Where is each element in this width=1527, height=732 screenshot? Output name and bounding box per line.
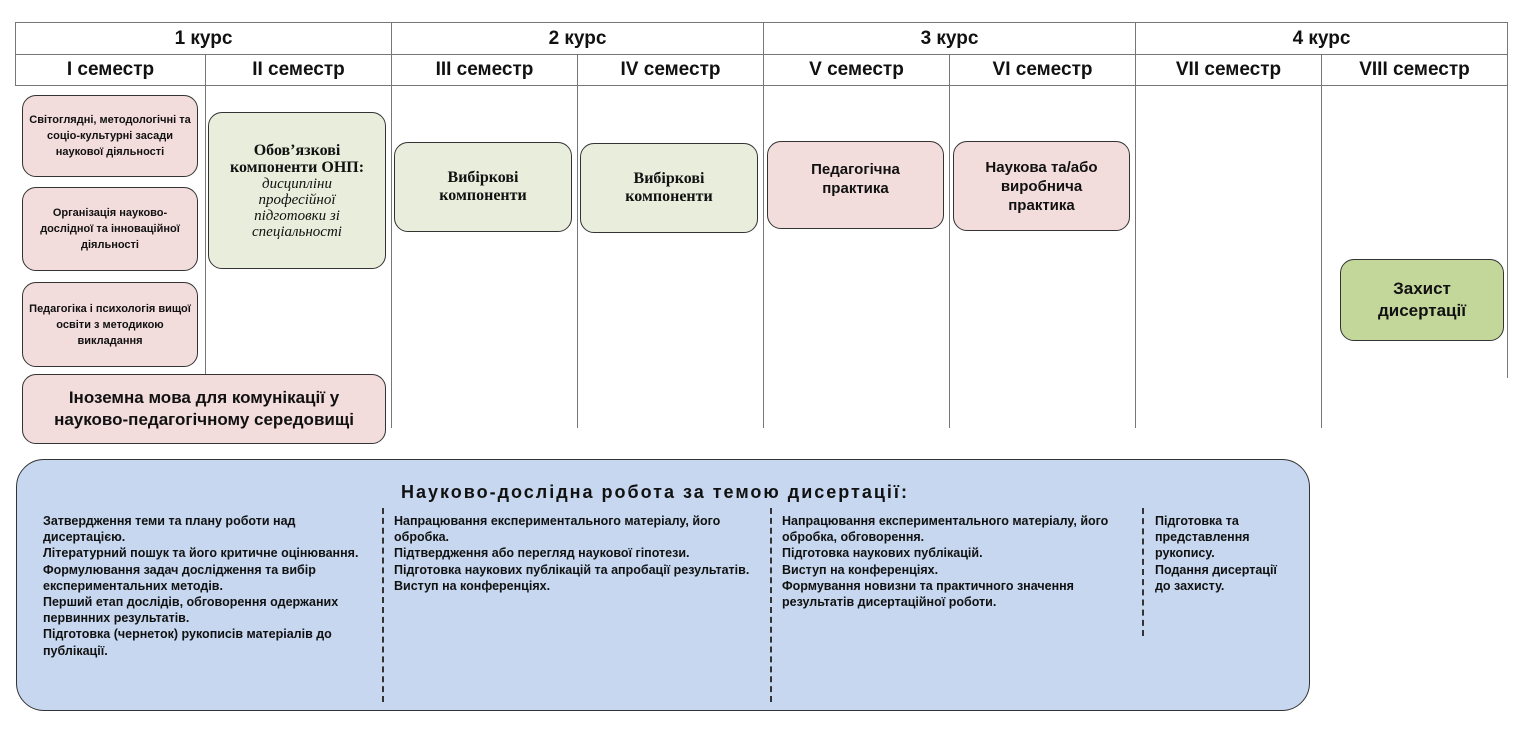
elective-components-box-sem4: Вибіркові компоненти: [580, 143, 758, 233]
column-divider: [1321, 86, 1322, 428]
stage-divider: [382, 508, 384, 702]
semester-5-header: V семестр: [763, 55, 949, 86]
mandatory-components-title: Обов’язкові компоненти ОНП:: [229, 141, 365, 176]
semester-7-header: VII семестр: [1135, 55, 1321, 86]
column-divider: [763, 86, 764, 428]
semester-6-header: VI семестр: [949, 55, 1135, 86]
research-stage-4: Підготовка та представлення рукопису. Подання дисертації до захисту.: [1155, 514, 1277, 593]
column-divider: [577, 86, 578, 428]
stage-divider: [1142, 508, 1144, 636]
research-organization-box: Організація науково-дослідної та інноваційної діяльності: [22, 187, 198, 271]
course-1-header: 1 курс: [15, 22, 391, 55]
foreign-language-box: Іноземна мова для комунікації у науково-педагогічному середовищі: [22, 374, 386, 444]
semester-2-header: II семестр: [205, 55, 391, 86]
research-stage-2: Напрацювання експериментального матеріалу, його обробка. Підтвердження або перегляд наукової гіпотези. Підготовка наукових публікацій та апробації результатів. Виступ на конференціях.: [394, 514, 750, 593]
course-4-header: 4 курс: [1135, 22, 1508, 55]
column-divider: [1135, 86, 1136, 428]
research-stage-1: Затвердження теми та плану роботи над дисертацією. Літературний пошук та його критичне оцінювання. Формулювання задач дослідження та вибір експериментальних методів. Перший етап дослідів, обговорення одержаних первинних результатів. Підготовка (чернеток) рукописів матеріалів до публікації.: [43, 514, 359, 658]
worldview-foundations-box: Світоглядні, методологічні та соціо-культурні засади наукової діяльності: [22, 95, 198, 177]
mandatory-components-subtitle: дисципліни професійної підготовки зі спеціальності: [252, 175, 342, 240]
column-divider: [391, 86, 392, 428]
course-2-header: 2 курс: [391, 22, 763, 55]
column-divider: [205, 86, 206, 374]
semester-1-header: I семестр: [15, 55, 205, 86]
semester-3-header: III семестр: [391, 55, 577, 86]
research-stage-3: Напрацювання експериментального матеріалу, його обробка, обговорення. Підготовка наукових публікацій. Виступ на конференціях. Формування новизни та практичного значення результатів дисертаційної роботи.: [782, 514, 1109, 610]
course-3-header: 3 курс: [763, 22, 1135, 55]
research-practice-box: Наукова та/або виробнича практика: [953, 141, 1130, 231]
stage-divider: [770, 508, 772, 702]
semester-4-header: IV семестр: [577, 55, 763, 86]
pedagogical-practice-box: Педагогічна практика: [767, 141, 944, 229]
pedagogy-psychology-box: Педагогіка і психологія вищої освіти з методикою викладання: [22, 282, 198, 367]
elective-components-box-sem3: Вибіркові компоненти: [394, 142, 572, 232]
mandatory-components-box: [208, 112, 386, 269]
dissertation-defense-box: Захист дисертації: [1340, 259, 1504, 341]
research-work-title: Науково-дослідна робота за темою дисертації:: [400, 482, 909, 502]
column-divider: [1507, 86, 1508, 378]
column-divider: [949, 86, 950, 428]
semester-8-header: VIII семестр: [1321, 55, 1508, 86]
